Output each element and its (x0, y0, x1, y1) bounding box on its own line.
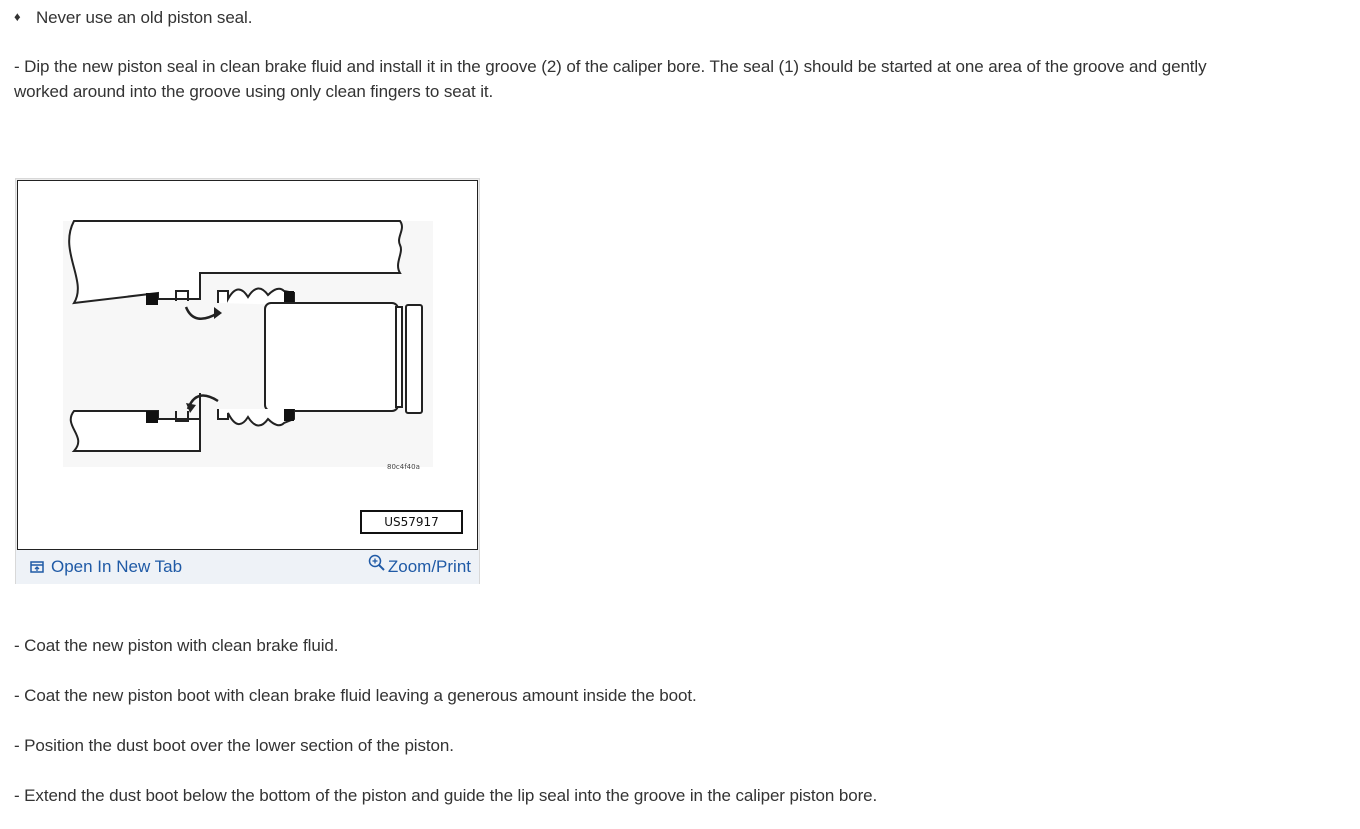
illustration-figure (15, 178, 480, 584)
bullet-icon: ♦ (14, 9, 21, 24)
open-new-tab-icon (30, 560, 45, 574)
caliper-seal-illustration[interactable] (17, 180, 478, 550)
step-position-boot: - Position the dust boot over the lower section of the piston. (14, 736, 454, 755)
step-coat-piston: - Coat the new piston with clean brake fluid. (14, 636, 339, 655)
step-extend-boot: - Extend the dust boot below the bottom of the piston and guide the lip seal into the groove in the caliper piston bore. (14, 786, 878, 805)
note-line (14, 4, 252, 30)
zoom-print-link[interactable] (368, 556, 471, 578)
caliper-diagram (18, 181, 477, 549)
note-text: Never use an old piston seal. (36, 8, 253, 27)
open-in-new-tab-link[interactable] (30, 556, 182, 578)
step-seal-install: - Dip the new piston seal in clean brake fluid and install it in the groove (2) of the caliper bore. The seal (1) should be started at one area of the groove and gently worked around into the groove using only clean fingers to seat it. (14, 57, 1207, 101)
figure-id-label: US57917 (360, 510, 463, 534)
zoom-magnifier-icon (368, 554, 386, 572)
figure-reference-code: 80c4f40a (387, 463, 420, 471)
zoom-print-label: Zoom/Print (387, 557, 471, 576)
figure-action-bar (16, 550, 479, 584)
step-coat-boot: - Coat the new piston boot with clean brake fluid leaving a generous amount inside the boot. (14, 686, 697, 705)
open-in-new-tab-label: Open In New Tab (51, 557, 183, 576)
